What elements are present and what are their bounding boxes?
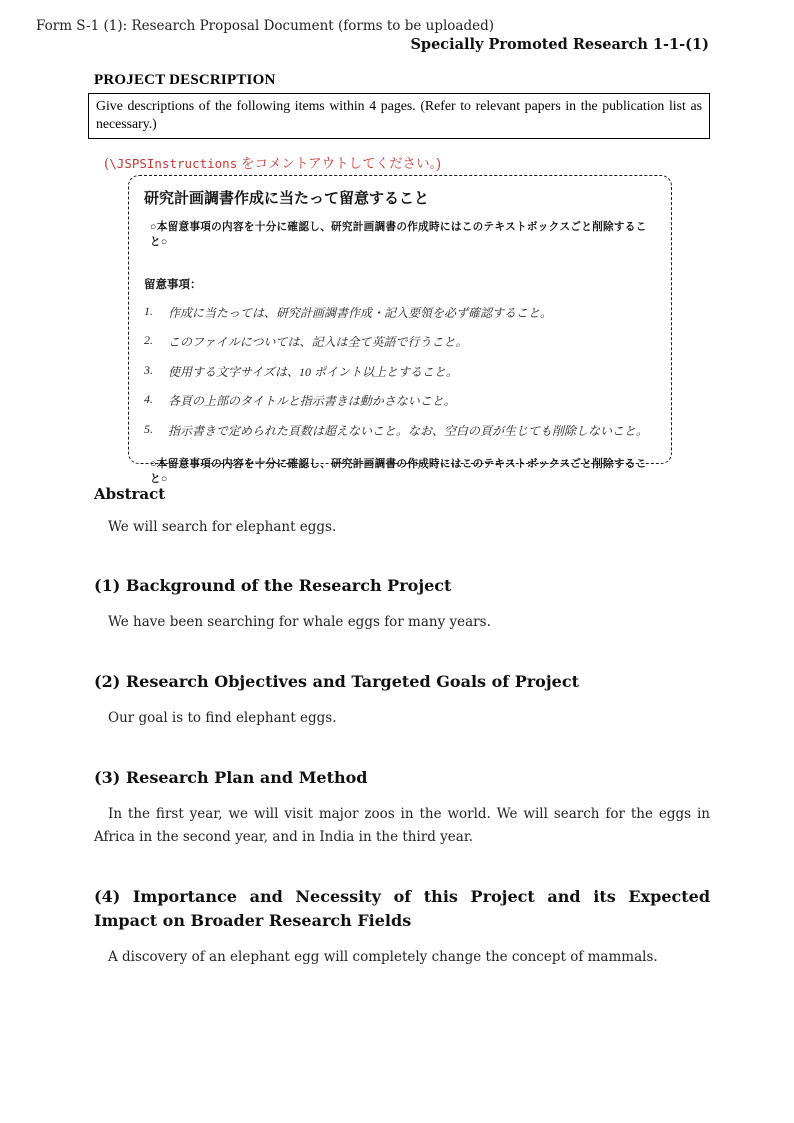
form-header-line: Form S-1 (1): Research Proposal Document (forms to be uploaded)	[36, 18, 494, 34]
section-3-body: In the first year, we will visit major zoos in the world. We will search for the eggs in Africa in the second year, and in India in the third year.	[94, 805, 710, 846]
instruction-item-number: 3.	[144, 362, 153, 377]
section-3-heading: (3) Research Plan and Method	[94, 767, 368, 787]
section-4-heading: (4) Importance and Necessity of this Project and its Expected Impact on Broader Research Fields	[94, 886, 710, 930]
research-category-line: Specially Promoted Research 1-1-(1)	[410, 36, 709, 53]
section-2-heading: (2) Research Objectives and Targeted Goals of Project	[94, 672, 579, 692]
abstract-body: We will search for elephant eggs.	[108, 518, 337, 535]
instruction-item-number: 4.	[144, 392, 153, 407]
section-1-body: We have been searching for whale eggs for many years.	[108, 614, 491, 631]
jsps-instruction-dashed-box	[128, 175, 672, 485]
instruction-item	[144, 422, 655, 439]
instruction-item	[144, 304, 655, 321]
latex-note-japanese-text: をコメントアウトしてください。)	[237, 155, 441, 171]
instruction-box-title: 研究計画調書作成に当たって留意すること	[144, 189, 430, 207]
latex-note-open-paren: (	[104, 155, 110, 172]
latex-comment-note	[104, 152, 710, 172]
instruction-item-text: 各頁の上部のタイトルと指示書きは動かさないこと。	[168, 394, 456, 409]
instruction-items-label: 留意事項：	[144, 278, 202, 291]
section-1-heading: (1) Background of the Research Project	[94, 576, 452, 596]
instruction-item-number: 1.	[144, 303, 153, 318]
instruction-item	[144, 333, 655, 350]
project-description-instruction-box: Give descriptions of the following items within 4 pages. (Refer to relevant papers in the publication list as necessary.)	[88, 93, 710, 139]
document-body	[94, 72, 710, 970]
instruction-item-number: 5.	[144, 421, 153, 436]
latex-command-text: \JSPSInstructions	[109, 155, 238, 171]
instruction-item-text: このファイルについては、記入は全て英語で行うこと。	[168, 335, 468, 350]
instruction-item	[144, 392, 655, 409]
instruction-item-text: 作成に当たっては、研究計画調書作成・記入要領を必ず確認すること。	[168, 305, 553, 320]
project-description-heading: PROJECT DESCRIPTION	[94, 72, 276, 88]
instruction-item	[144, 363, 655, 380]
instruction-item-text: 使用する文字サイズは、10 ポイント以上とすること。	[168, 364, 459, 379]
instruction-item-text: 指示書きで定められた頁数は超えないこと。なお、空白の頁が生じても削除しないこと。	[168, 423, 649, 438]
instruction-item-number: 2.	[144, 333, 153, 348]
section-4-body: A discovery of an elephant egg will completely change the concept of mammals.	[108, 948, 658, 965]
section-2-body: Our goal is to find elephant eggs.	[108, 710, 337, 727]
abstract-heading: Abstract	[94, 484, 166, 503]
instruction-box-notice-bottom: ○本留意事項の内容を十分に確認し、研究計画調書の作成時にはこのテキストボックスごと削除すること○	[150, 457, 647, 485]
instruction-box-notice-top: ○本留意事項の内容を十分に確認し、研究計画調書の作成時にはこのテキストボックスごと削除すること○	[150, 220, 647, 248]
